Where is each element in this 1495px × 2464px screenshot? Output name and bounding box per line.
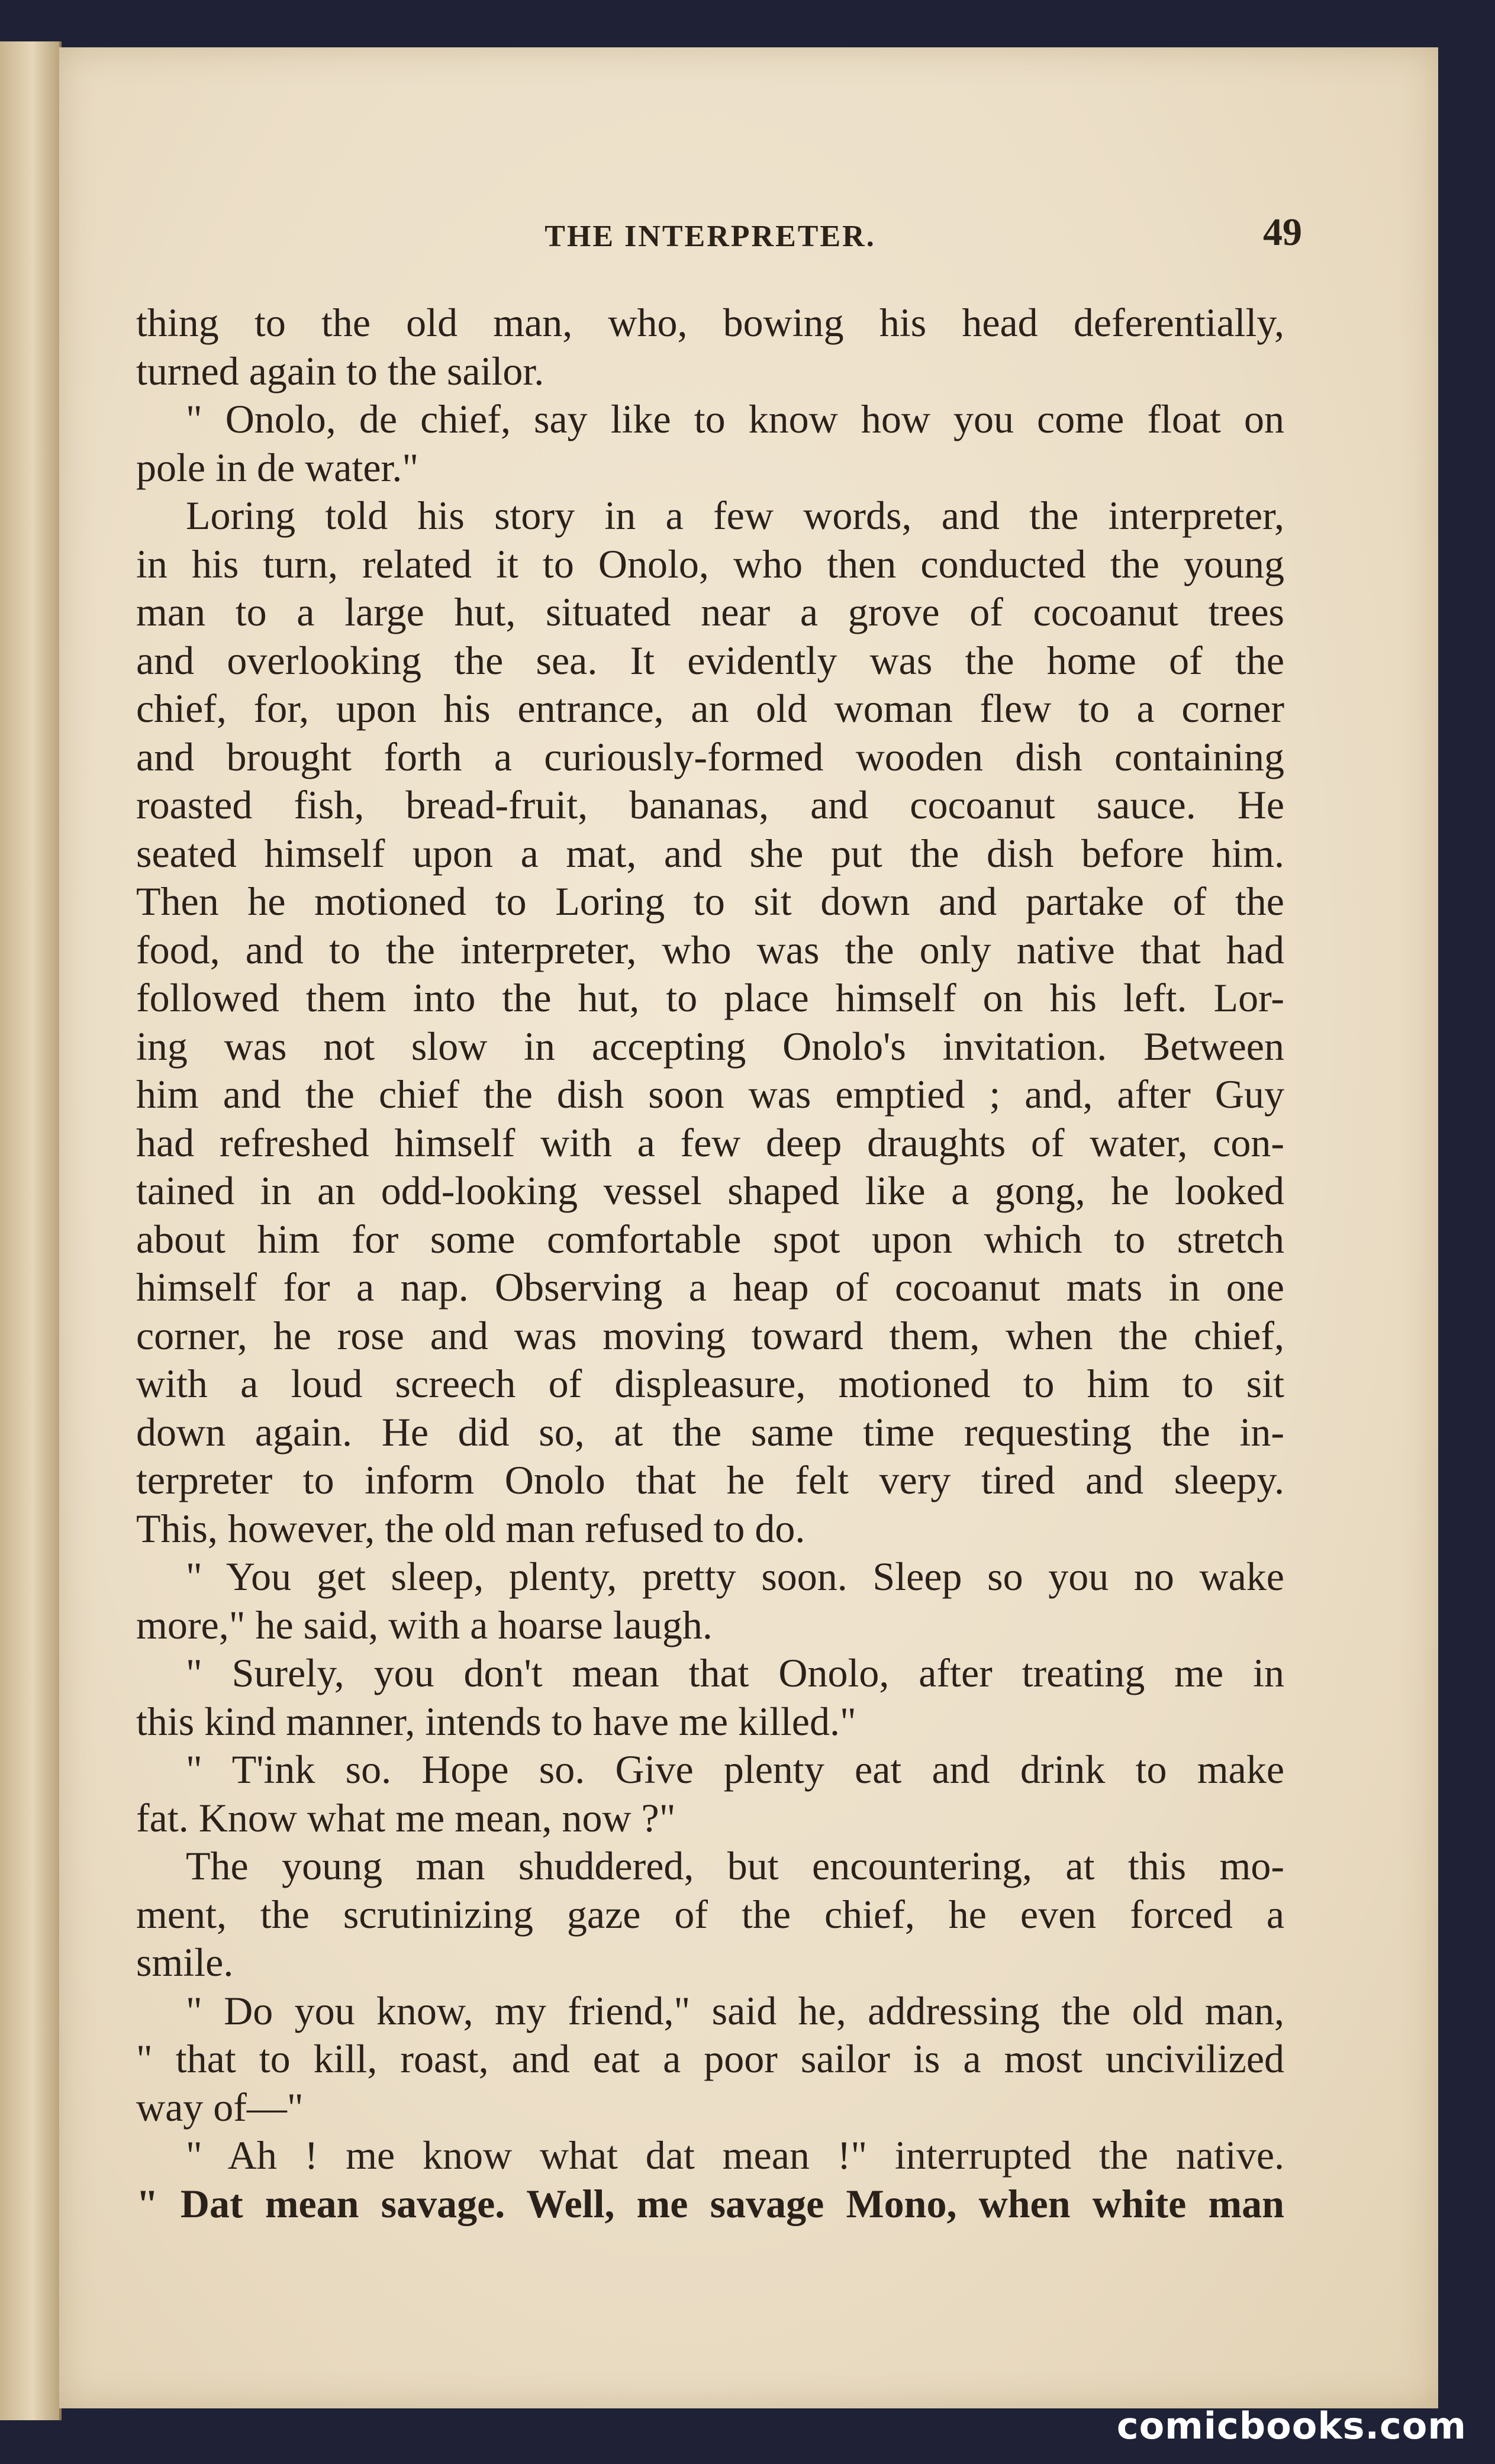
- text-line: himself for a nap. Observing a heap of cocoanut mats in one: [136, 1265, 1284, 1310]
- text-line: followed them into the hut, to place himself on his left. Lor-: [136, 975, 1284, 1020]
- text-line: smile.: [136, 1940, 234, 1985]
- text-line: " Do you know, my friend," said he, addressing the old man,: [186, 1988, 1284, 2033]
- text-line: in his turn, related it to Onolo, who then conducted the young: [136, 541, 1284, 586]
- text-line: thing to the old man, who, bowing his head deferentially,: [136, 300, 1284, 345]
- text-line: corner, he rose and was moving toward them, when the chief,: [136, 1312, 1284, 1358]
- text-line: tained in an odd-looking vessel shaped like a gong, he looked: [136, 1168, 1284, 1213]
- text-line: fat. Know what me mean, now ?": [136, 1795, 676, 1840]
- text-line: about him for some comfortable spot upon which to stretch: [136, 1216, 1284, 1262]
- text-line: food, and to the interpreter, who was the only native that had: [136, 927, 1284, 972]
- text-line: turned again to the sailor.: [136, 348, 544, 394]
- body-text: [136, 299, 1284, 2228]
- text-line: " Surely, you don't mean that Onolo, after treating me in: [186, 1650, 1284, 1695]
- watermark: comicbooks.com: [1116, 2404, 1467, 2447]
- text-line: ment, the scrutinizing gaze of the chief, he even forced a: [136, 1891, 1284, 1937]
- text-line: and brought forth a curiously-formed wooden dish containing: [136, 734, 1284, 779]
- text-line: This, however, the old man refused to do.: [136, 1505, 806, 1551]
- text-line: " Onolo, de chief, say like to know how you come float on: [186, 396, 1284, 441]
- text-line: " Dat mean savage. Well, me savage Mono, when white man: [136, 2181, 1284, 2226]
- text-line: seated himself upon a mat, and she put the dish before him.: [136, 830, 1284, 876]
- text-line: " that to kill, roast, and eat a poor sailor is a most uncivilized: [136, 2036, 1284, 2081]
- text-line: this kind manner, intends to have me killed.": [136, 1698, 856, 1744]
- text-line: pole in de water.": [136, 444, 419, 490]
- text-line: " T'ink so. Hope so. Give plenty eat and drink to make: [186, 1747, 1284, 1792]
- text-line: Loring told his story in a few words, and the interpreter,: [186, 493, 1284, 538]
- text-line: " Ah ! me know what dat mean !" interrupted the native.: [186, 2133, 1284, 2178]
- text-line: chief, for, upon his entrance, an old woman flew to a corner: [136, 686, 1284, 731]
- text-line: with a loud screech of displeasure, motioned to him to sit: [136, 1361, 1284, 1406]
- book-binding-edge: [0, 41, 62, 2420]
- text-line: The young man shuddered, but encountering, at this mo-: [186, 1843, 1284, 1888]
- text-line: ing was not slow in accepting Onolo's invitation. Between: [136, 1023, 1284, 1069]
- text-line: Then he motioned to Loring to sit down and partake of the: [136, 879, 1284, 924]
- page-number: 49: [1263, 211, 1302, 254]
- text-line: had refreshed himself with a few deep draughts of water, con-: [136, 1120, 1284, 1165]
- text-line: way of—": [136, 2084, 304, 2130]
- text-line: terpreter to inform Onolo that he felt very tired and sleepy.: [136, 1457, 1284, 1502]
- running-head: THE INTERPRETER.: [544, 220, 876, 253]
- text-line: him and the chief the dish soon was emptied ; and, after Guy: [136, 1072, 1284, 1117]
- text-line: and overlooking the sea. It evidently was the home of the: [136, 637, 1284, 683]
- text-line: roasted fish, bread-fruit, bananas, and cocoanut sauce. He: [136, 782, 1284, 827]
- text-line: down again. He did so, at the same time requesting the in-: [136, 1409, 1284, 1454]
- text-line: " You get sleep, plenty, pretty soon. Sleep so you no wake: [186, 1554, 1284, 1599]
- text-line: more," he said, with a hoarse laugh.: [136, 1602, 713, 1647]
- text-line: man to a large hut, situated near a grove of cocoanut trees: [136, 589, 1284, 634]
